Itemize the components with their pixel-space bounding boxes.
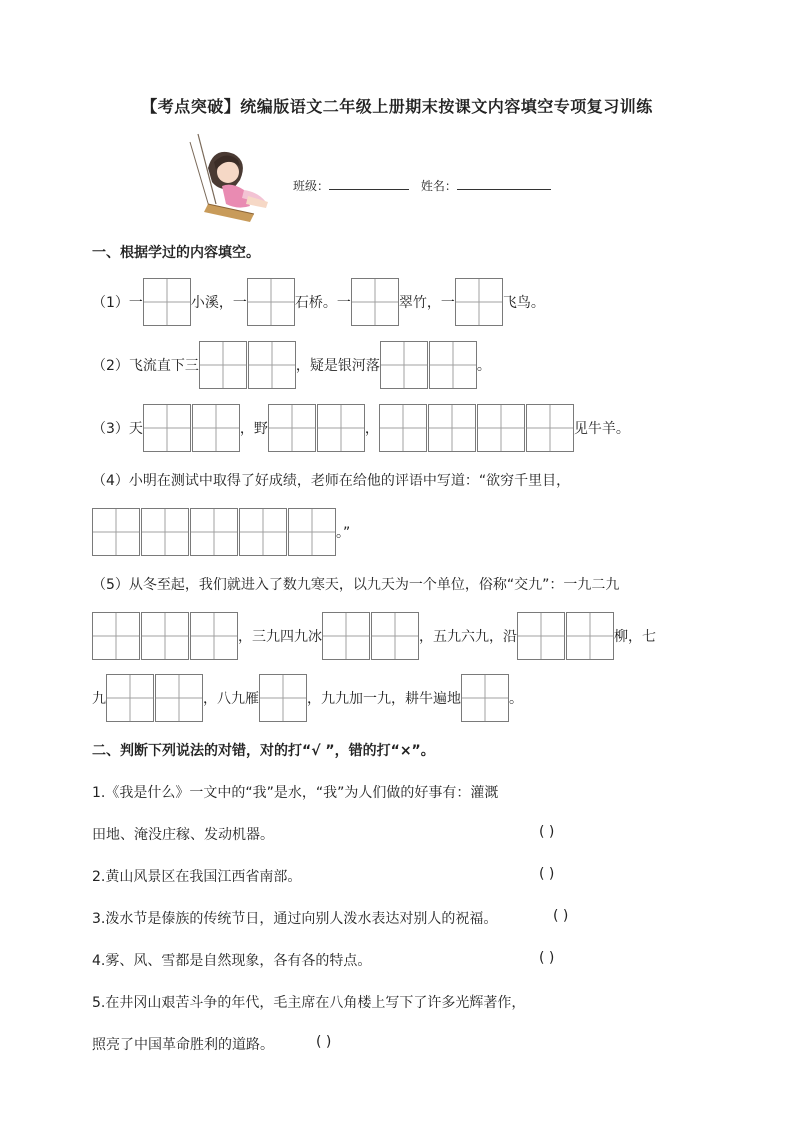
q5-text: ，九九加一九，耕牛遍地 xyxy=(307,691,461,707)
page-title: 【考点突破】统编版语文二年级上册期末按课文内容填空专项复习训练 xyxy=(141,97,653,116)
judge-item-3: 3.泼水节是傣族的传统节日，通过向别人泼水表达对别人的祝福。 xyxy=(92,911,498,927)
q3-blank-3[interactable] xyxy=(379,404,574,452)
q3-text: 见牛羊。 xyxy=(573,421,630,437)
q5-text: 。 xyxy=(509,691,523,707)
q5-blank-1[interactable] xyxy=(92,612,238,660)
q3-text: ， xyxy=(364,421,379,437)
q1-text: 飞鸟。 xyxy=(502,295,545,311)
q1-number: （1） xyxy=(92,295,129,311)
q4-number: （4） xyxy=(92,473,129,489)
q4-tail: 。” xyxy=(336,525,351,541)
student-info-fields xyxy=(293,177,559,194)
name-label: 姓名： xyxy=(420,179,457,193)
q5-blank-4[interactable] xyxy=(106,674,203,722)
name-blank[interactable] xyxy=(457,178,551,190)
judge-item-2: 2.黄山风景区在我国江西省南部。 xyxy=(92,869,302,885)
q3-blank-2[interactable] xyxy=(268,404,365,452)
question-4-text xyxy=(92,470,570,490)
question-5-text xyxy=(92,574,619,594)
judge-item-2-answer[interactable]: ( ) xyxy=(539,866,555,882)
section2-heading: 二、判断下列说法的对错，对的打“√ ”，错的打“×”。 xyxy=(92,743,435,759)
q3-text: ，野 xyxy=(239,421,268,437)
q2-number: （2） xyxy=(92,358,129,374)
q3-blank-1[interactable] xyxy=(143,404,240,452)
judge-item-4-answer[interactable]: ( ) xyxy=(539,950,555,966)
judge-item-5-line-1: 5.在井冈山艰苦斗争的年代，毛主席在八角楼上写下了许多光辉著作， xyxy=(92,995,526,1011)
section1-heading: 一、根据学过的内容填空。 xyxy=(92,245,260,261)
judge-item-1-answer[interactable]: ( ) xyxy=(539,824,555,840)
q4-text: 小明在测试中取得了好成绩，老师在给他的评语中写道：“欲穷千里目， xyxy=(128,473,571,489)
q2-blank-1[interactable] xyxy=(199,341,296,389)
girl-on-swing-illustration xyxy=(186,132,281,226)
q2-text: ，疑是银河落 xyxy=(295,358,380,374)
q5-text: 从冬至起，我们就进入了数九寒天，以九天为一个单位，俗称“交九”：一九二九 xyxy=(128,577,620,593)
class-blank[interactable] xyxy=(329,178,409,190)
q5-blank-3[interactable] xyxy=(517,612,614,660)
question-5-line-3 xyxy=(92,670,523,726)
q5-text: 柳，七 xyxy=(614,629,656,645)
q5-number: （5） xyxy=(92,577,129,593)
q1-text: 翠竹，一 xyxy=(398,295,455,311)
q1-blank-3[interactable] xyxy=(351,278,399,326)
q3-text: 天 xyxy=(128,421,143,437)
q1-blank-2[interactable] xyxy=(247,278,295,326)
q5-text: ，三九四九冰 xyxy=(238,629,322,645)
q2-blank-2[interactable] xyxy=(380,341,477,389)
judge-item-1-line-2: 田地、淹没庄稼、发动机器。 xyxy=(92,827,274,843)
q5-text: 九 xyxy=(92,691,106,707)
q5-blank-6[interactable] xyxy=(461,674,509,722)
q5-text: ，八九雁 xyxy=(203,691,259,707)
judge-item-5-answer[interactable]: ( ) xyxy=(316,1034,332,1050)
q2-text: 飞流直下三 xyxy=(128,358,199,374)
q1-text: 石桥。一 xyxy=(294,295,351,311)
q1-text: 小溪，一 xyxy=(190,295,247,311)
q2-text: 。 xyxy=(476,358,491,374)
q1-blank-4[interactable] xyxy=(455,278,503,326)
q5-text: ，五九六九，沿 xyxy=(419,629,517,645)
q3-number: （3） xyxy=(92,421,129,437)
question-4-answer xyxy=(92,504,350,560)
question-1 xyxy=(92,274,545,330)
q4-blank[interactable] xyxy=(92,508,336,556)
q1-text: 一 xyxy=(128,295,143,311)
question-5-line-2 xyxy=(92,608,656,664)
judge-item-3-answer[interactable]: ( ) xyxy=(553,908,569,924)
question-2 xyxy=(92,337,491,393)
question-3 xyxy=(92,400,630,456)
judge-item-1-line-1: 1.《我是什么》一文中的“我”是水，“我”为人们做的好事有：灌溉 xyxy=(92,785,499,801)
class-label: 班级： xyxy=(293,179,330,193)
q1-blank-1[interactable] xyxy=(143,278,191,326)
judge-item-5-line-2: 照亮了中国革命胜利的道路。 xyxy=(92,1037,274,1053)
q5-blank-2[interactable] xyxy=(322,612,419,660)
q5-blank-5[interactable] xyxy=(259,674,307,722)
judge-item-4: 4.雾、风、雪都是自然现象，各有各的特点。 xyxy=(92,953,372,969)
